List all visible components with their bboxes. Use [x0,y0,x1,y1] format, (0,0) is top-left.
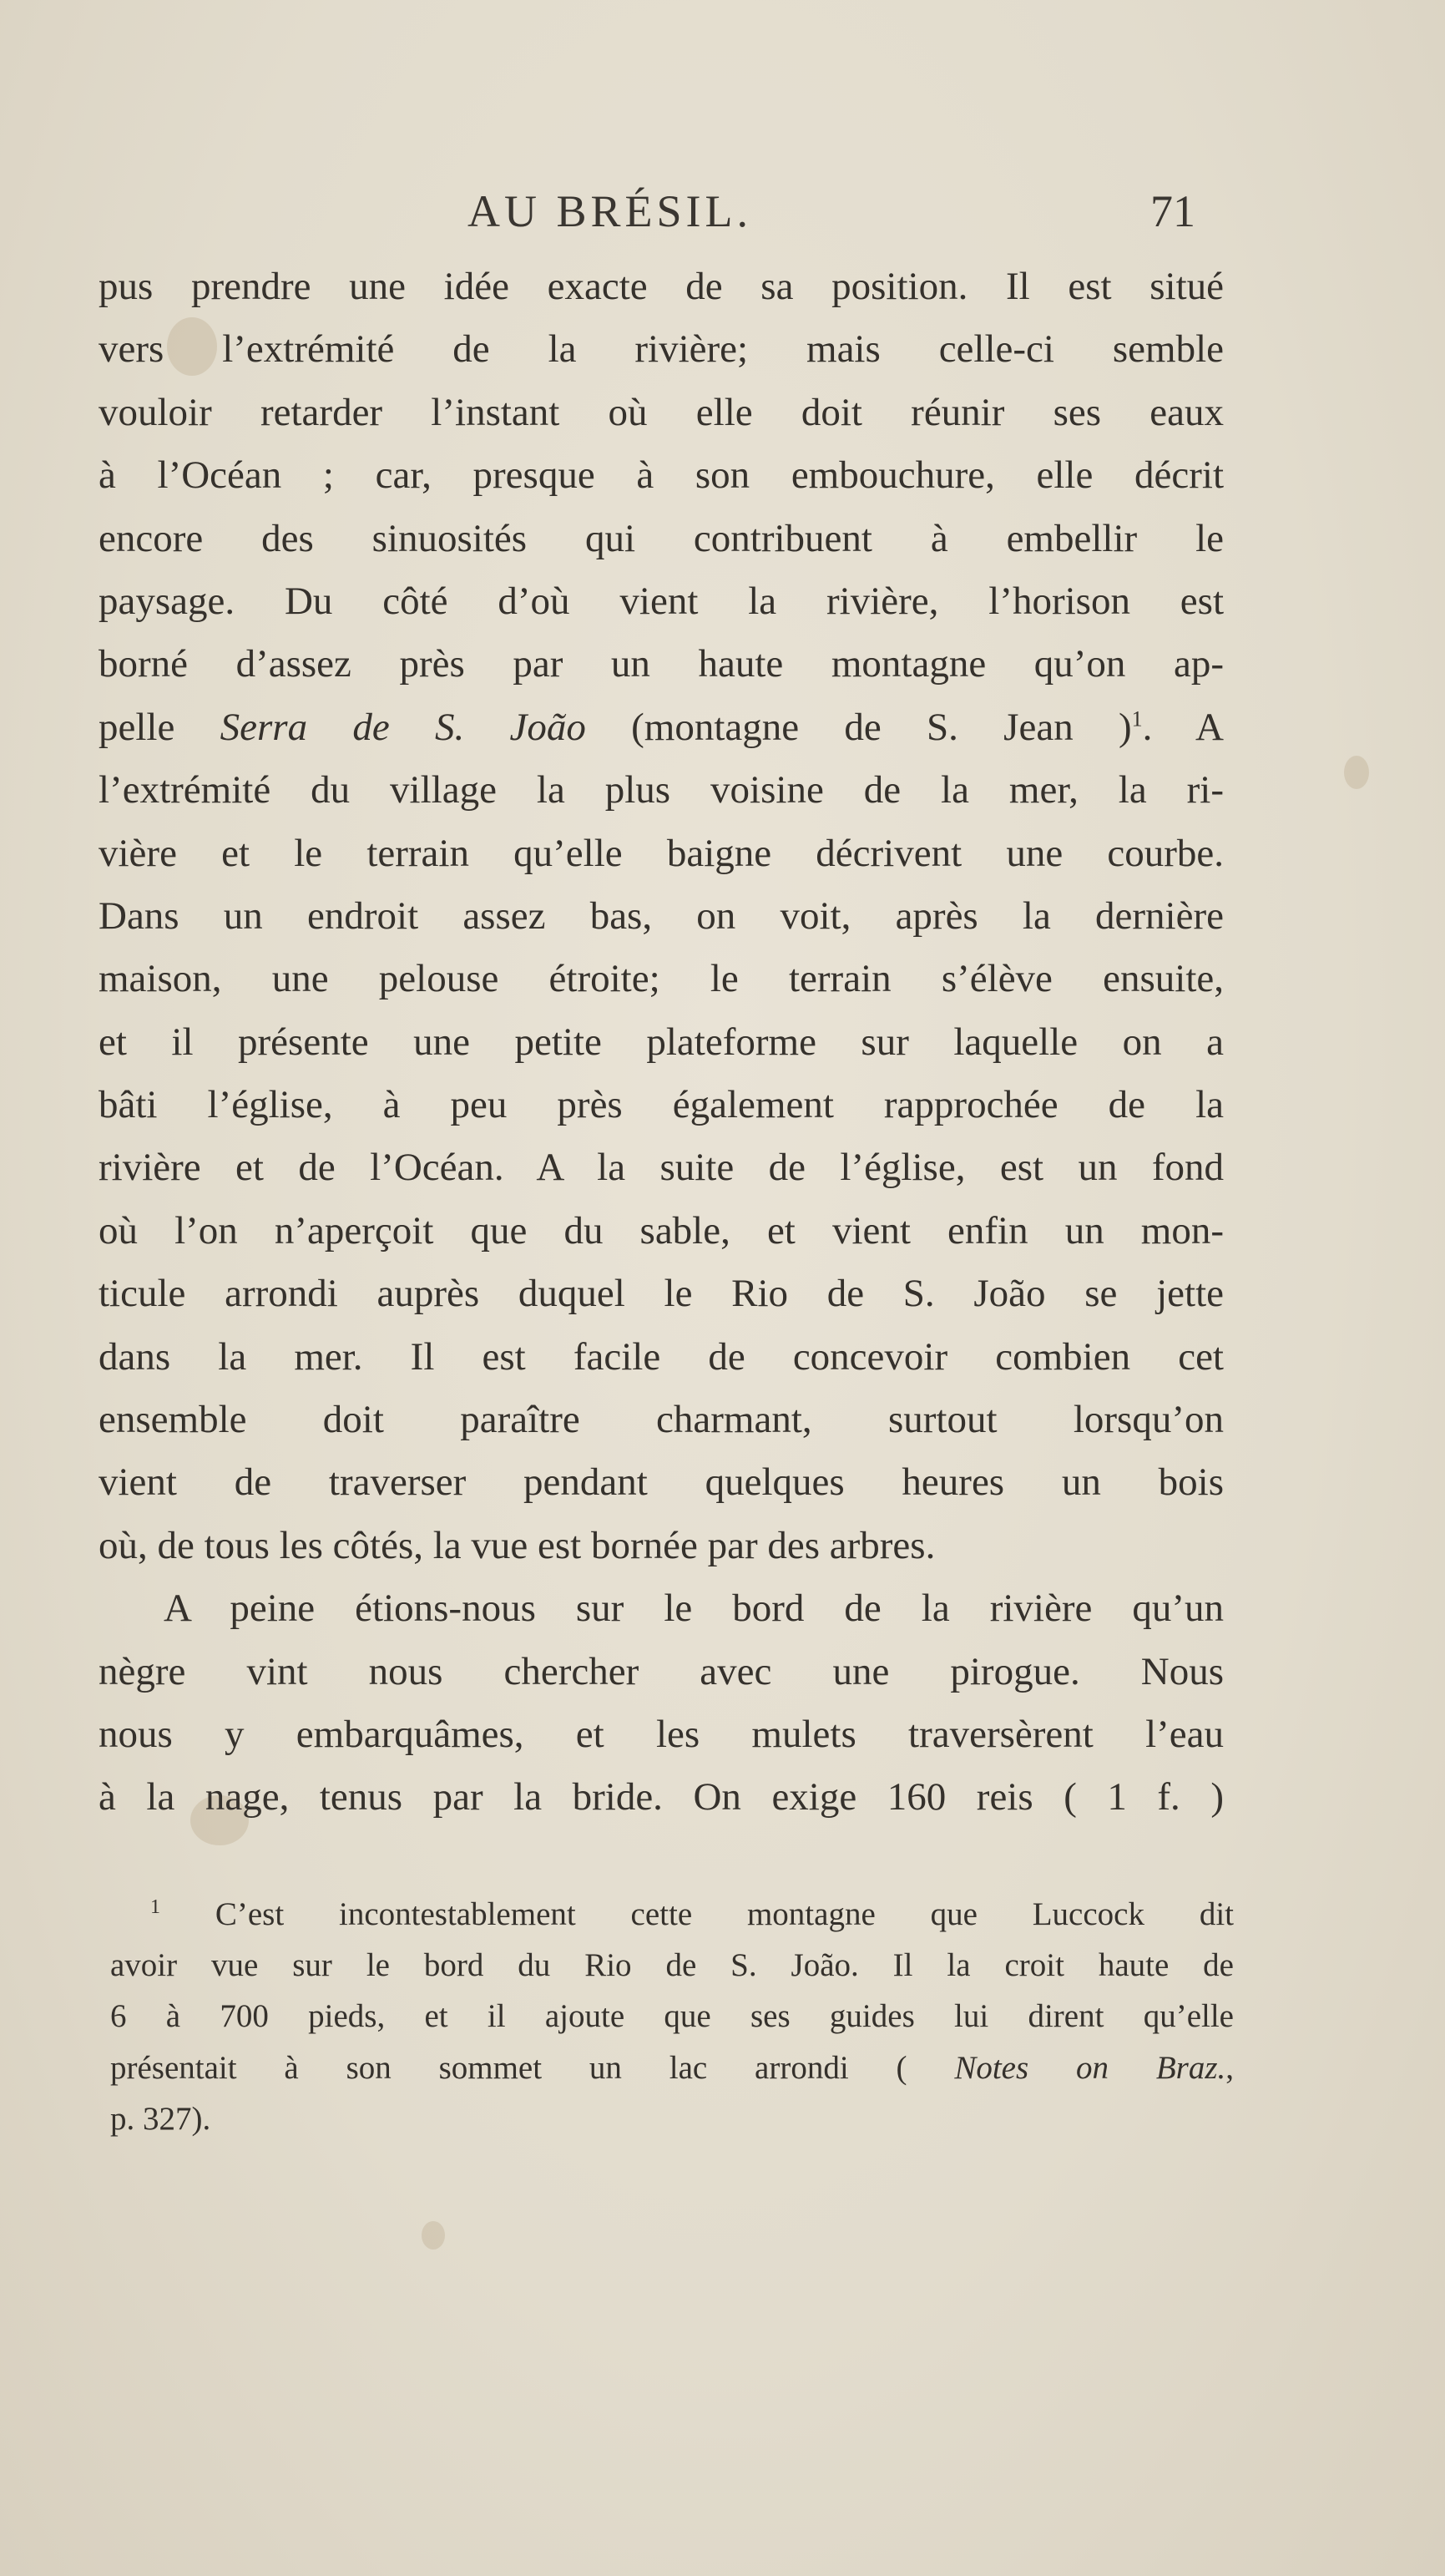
text-line [99,318,1224,381]
text-line [99,1263,1224,1325]
text-line [99,948,1224,1010]
text-line [99,822,1224,885]
footnote-number: 1 [150,1896,160,1918]
text-line [99,1200,1224,1263]
running-head [0,185,1445,244]
text-line [99,382,1224,444]
text-line [99,1641,1224,1703]
text-run: l’extrémité du village la plus voisine de la mer, la ri- [99,768,1224,812]
footnote-line [110,2093,1234,2144]
footnote-line [110,2042,1234,2093]
running-head-title: AU BRÉSIL. [467,186,753,236]
page-number: 71 [1150,186,1195,236]
text-line [99,1766,1224,1829]
text-run: vers l’extrémité de la rivière; mais celle-ci semble [99,327,1224,372]
text-line [99,1326,1224,1389]
text-run: p. 327). [110,2100,211,2137]
text-run: borné d’assez près par un haute montagne qu’on ap- [99,642,1224,686]
text-run: rivière et de l’Océan. A la suite de l’église, est un fond [99,1146,1224,1190]
text-run: A peine étions-nous sur le bord de la rivière qu’un [164,1587,1224,1631]
text-run: vient de traverser pendant quelques heures un bois [99,1460,1224,1505]
text-line [99,1074,1224,1136]
text-run: présentait à son sommet un lac arrondi ( [110,2049,955,2086]
text-run: vière et le terrain qu’elle baigne décrivent une courbe. [99,831,1224,875]
text-line [99,1389,1224,1451]
text-run: dans la mer. Il est facile de concevoir combien cet [99,1334,1224,1379]
text-run: encore des sinuosités qui contribuent à embellir le [99,516,1224,560]
footnote [110,1889,1234,2144]
text-line [99,633,1224,696]
text-line [99,759,1224,822]
text-line [99,696,1224,759]
text-line [99,570,1224,633]
text-line [99,885,1224,948]
footnote-line [110,1889,1234,1940]
text-line [99,1451,1224,1514]
foxing-stain [422,2221,445,2250]
text-run: paysage. Du côté d’où vient la rivière, l’horison est [99,579,1224,623]
text-line [99,1011,1224,1074]
body-text [99,256,1224,1830]
italic-place-name: Serra de S. João [220,705,586,749]
text-run: où l’on n’aperçoit que du sable, et vient enfin un mon- [99,1208,1224,1253]
text-line [99,256,1224,318]
text-run: C’est incontestablement cette montagne que Luccock dit [215,1896,1234,1932]
italic-citation: Notes on Braz. [954,2049,1226,2086]
text-run: , [1225,2049,1234,2086]
text-run: Dans un endroit assez bas, on voit, après la dernière [99,893,1224,938]
text-line [99,444,1224,507]
text-run: et il présente une petite plateforme sur laquelle on a [99,1020,1224,1064]
text-run: ensemble doit paraître charmant, surtout lorsqu’on [99,1398,1224,1442]
text-line [99,1136,1224,1199]
text-run: à l’Océan ; car, presque à son embouchure, elle décrit [99,453,1224,498]
text-run: pelle [99,705,220,749]
text-run: maison, une pelouse étroite; le terrain s’élève ensuite, [99,957,1224,1001]
text-line [99,1703,1224,1766]
footnote-line [110,1940,1234,1991]
text-line [99,1515,1224,1577]
text-run: 6 à 700 pieds, et il ajoute que ses guides lui dirent qu’elle [110,1998,1234,2035]
foxing-stain [1344,756,1369,789]
text-run: vouloir retarder l’instant où elle doit réunir ses eaux [99,390,1224,434]
text-run: (montagne de S. Jean ) [585,705,1132,749]
text-run: ticule arrondi auprès duquel le Rio de S. João se jette [99,1272,1224,1316]
text-line [99,508,1224,570]
text-run: où, de tous les côtés, la vue est bornée par des arbres. [99,1523,936,1567]
text-run: à la nage, tenus par la bride. On exige 160 reis ( 1 f. ) [99,1775,1224,1819]
text-run: nous y embarquâmes, et les mulets traversèrent l’eau [99,1712,1224,1756]
footnote-reference: 1 [1131,706,1143,731]
text-run: pus prendre une idée exacte de sa position. Il est situé [99,265,1224,308]
text-run: bâti l’église, à peu près également rapprochée de la [99,1083,1224,1127]
text-run: nègre vint nous chercher avec une pirogue. Nous [99,1649,1224,1693]
text-line [99,1577,1224,1640]
text-run: . A [1142,705,1224,749]
text-run: avoir vue sur le bord du Rio de S. João. Il la croit haute de [110,1947,1234,1984]
footnote-line [110,1991,1234,2042]
